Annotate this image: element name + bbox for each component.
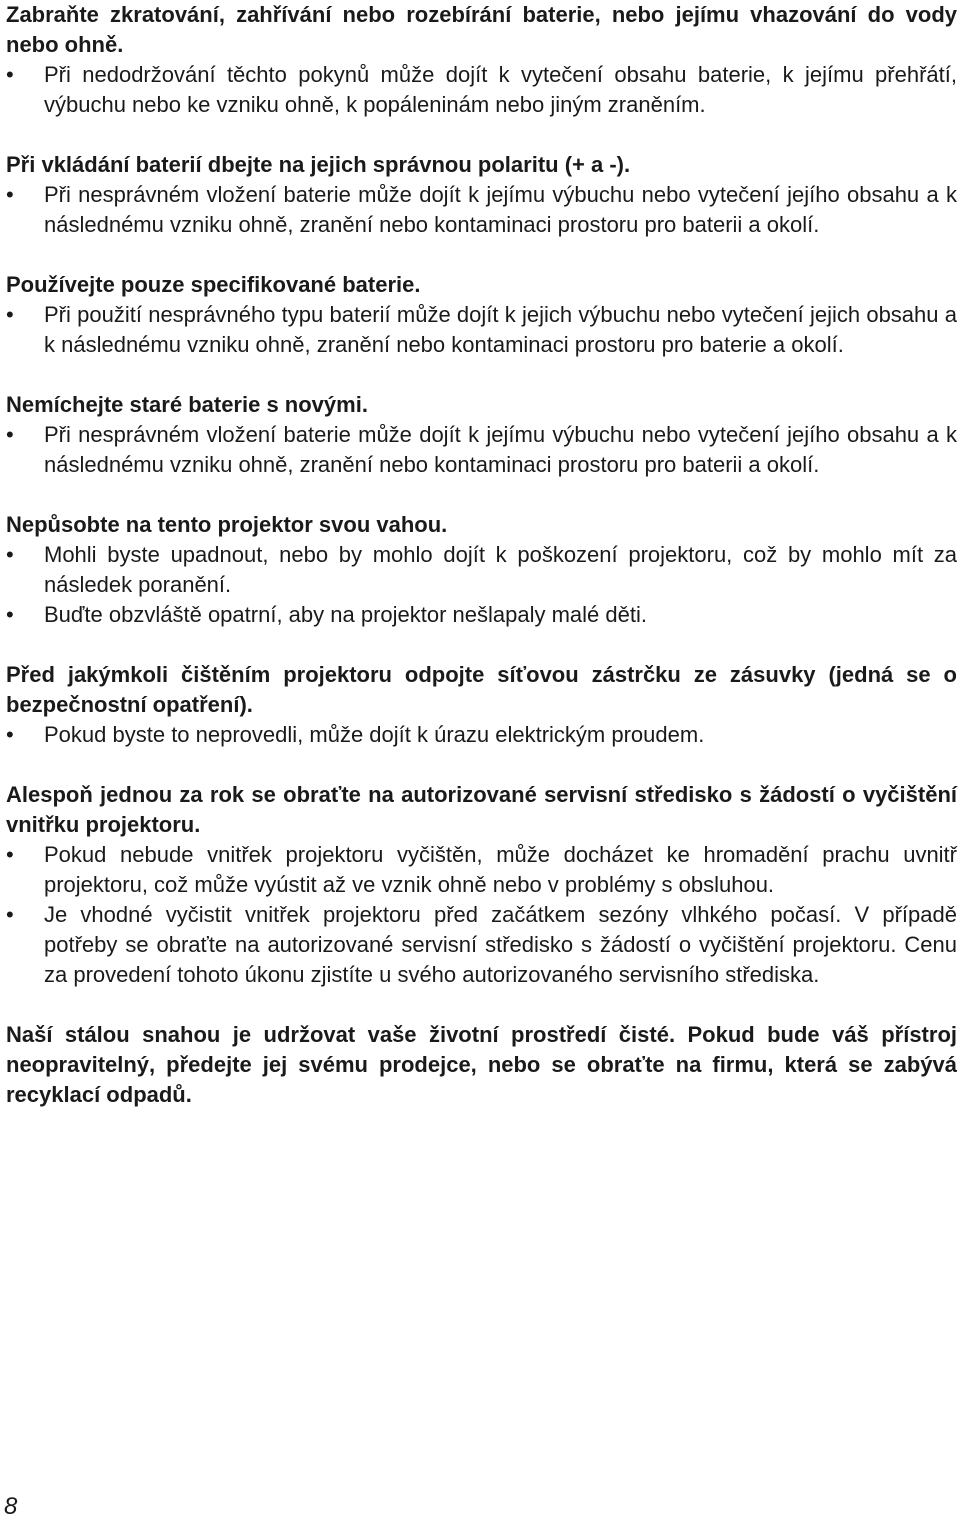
bullet-item: • Při nesprávném vložení baterie může dojít k jejímu výbuchu nebo vytečení jejího obsahu a k následnému vzniku ohně, zranění nebo kontaminaci prostoru pro baterii a okolí. [6, 180, 957, 240]
bullet-item: • Je vhodné vyčistit vnitřek projektoru před začátkem sezóny vlhkého počasí. V případě potřeby se obraťte na autorizované servisní středisko s žádostí o vyčištění projektoru. Cenu za provedení tohoto úkonu zjistíte u svého autorizovaného servisního střediska. [6, 900, 957, 990]
bullet-list [6, 180, 957, 240]
section-annual-service [6, 780, 957, 990]
section-battery-handling [6, 0, 957, 120]
bullet-list [6, 720, 957, 750]
bullet-item: • Při použití nesprávného typu baterií může dojít k jejich výbuchu nebo vytečení jejich obsahu a k následnému vzniku ohně, zranění nebo kontaminaci prostoru pro baterie a okolí. [6, 300, 957, 360]
section-heading: Nemíchejte staré baterie s novými. [6, 392, 368, 417]
bullet-list [6, 840, 957, 990]
bullet-list [6, 540, 957, 630]
bullet-item: • Při nesprávném vložení baterie může dojít k jejímu výbuchu nebo vytečení jejího obsahu a k následnému vzniku ohně, zranění nebo kontaminaci prostoru pro baterii a okolí. [6, 420, 957, 480]
bullet-item: • Mohli byste upadnout, nebo by mohlo dojít k poškození projektoru, což by mohlo mít za následek poranění. [6, 540, 957, 600]
bullet-item: • Při nedodržování těchto pokynů může dojít k vytečení obsahu baterie, k jejímu přehřátí, výbuchu nebo ke vzniku ohně, k popáleninám nebo jiným zraněním. [6, 60, 957, 120]
section-specified-batteries [6, 270, 957, 360]
section-heading: Nepůsobte na tento projektor svou vahou. [6, 512, 448, 537]
bullet-item: • Pokud byste to neprovedli, může dojít k úrazu elektrickým proudem. [6, 720, 957, 750]
section-heading: Před jakýmkoli čištěním projektoru odpojte síťovou zástrčku ze zásuvky (jedná se o bezpečnostní opatření). [6, 662, 957, 717]
bullet-item: • Pokud nebude vnitřek projektoru vyčištěn, může docházet ke hromadění prachu uvnitř projektoru, což může vyústit až ve vznik ohně nebo v problémy s obsluhou. [6, 840, 957, 900]
bullet-list [6, 420, 957, 480]
bullet-item: • Buďte obzvláště opatrní, aby na projektor nešlapaly malé děti. [6, 600, 957, 630]
bullet-list [6, 60, 957, 120]
document-page [6, 0, 957, 1110]
section-cleaning-unplug [6, 660, 957, 750]
section-mixing-batteries [6, 390, 957, 480]
page-number: 8 [4, 1493, 18, 1520]
section-heading: Zabraňte zkratování, zahřívání nebo rozebírání baterie, nebo jejímu vhazování do vody nebo ohně. [6, 2, 957, 57]
section-heading: Při vkládání baterií dbejte na jejich správnou polaritu (+ a -). [6, 152, 631, 177]
section-battery-polarity [6, 150, 957, 240]
section-heading: Používejte pouze specifikované baterie. [6, 272, 421, 297]
section-heading: Naší stálou snahou je udržovat vaše životní prostředí čisté. Pokud bude váš přístroj neopravitelný, předejte jej svému prodejce, nebo se obraťte na firmu, která se zabývá recyklací odpadů. [6, 1022, 957, 1107]
section-environment [6, 1020, 957, 1110]
bullet-list [6, 300, 957, 360]
section-heading: Alespoň jednou za rok se obraťte na autorizované servisní středisko s žádostí o vyčištění vnitřku projektoru. [6, 782, 957, 837]
section-projector-weight [6, 510, 957, 630]
